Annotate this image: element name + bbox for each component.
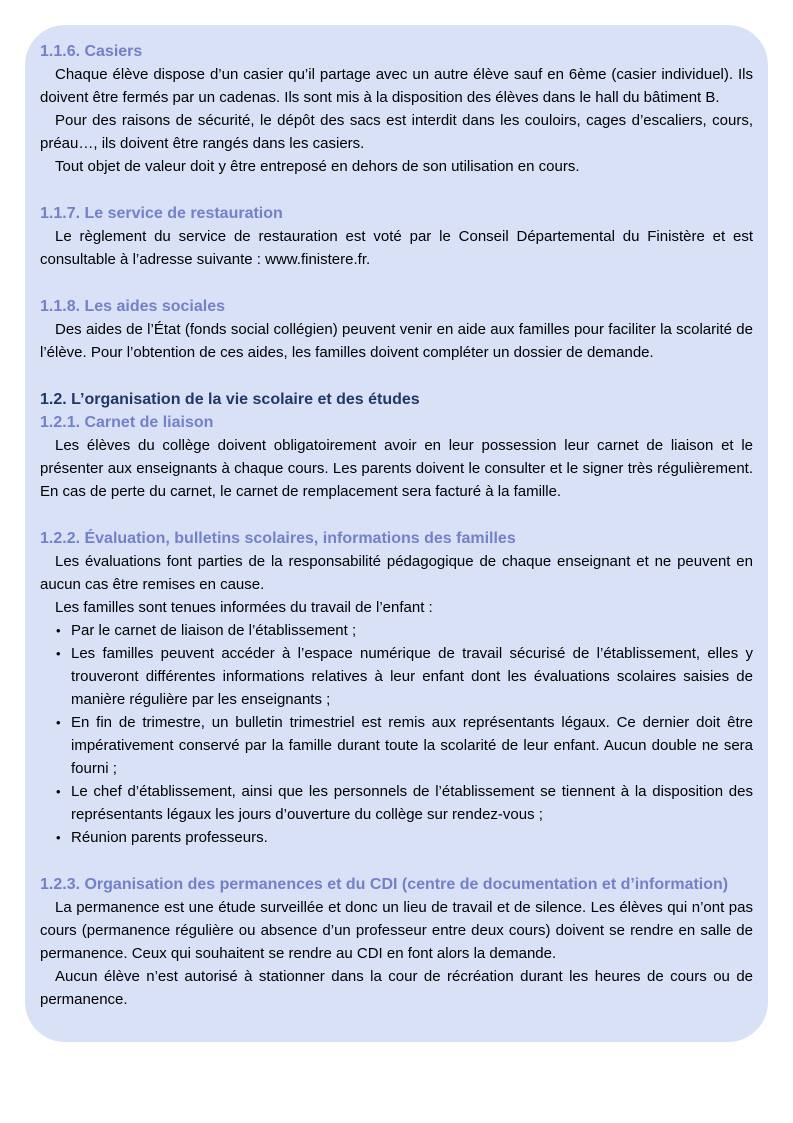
bullet-icon: • — [56, 784, 61, 799]
list-item — [56, 780, 753, 826]
section-heading: 1.2.3. Organisation des permanences et du CDI (centre de documentation et d’information) — [40, 876, 729, 893]
section-heading: 1.2.1. Carnet de liaison — [40, 414, 214, 431]
section-heading: 1.2. L’organisation de la vie scolaire et des études — [40, 391, 420, 408]
bullet-icon: • — [56, 715, 61, 730]
list-item-text: Le chef d’établissement, ainsi que les personnels de l’établissement se tiennent à la disposition des représentants légaux les jours d’ouverture du collège sur rendez-vous ; — [71, 783, 753, 823]
paragraph: Le règlement du service de restauration est voté par le Conseil Départemental du Finistère et est consultable à l’adresse suivante : www.finistere.fr. — [40, 228, 753, 268]
section — [40, 411, 753, 503]
list-item-text: Réunion parents professeurs. — [71, 829, 268, 846]
section — [40, 40, 753, 178]
bullet-list — [40, 619, 753, 849]
section — [40, 527, 753, 849]
bullet-icon: • — [56, 646, 61, 661]
paragraph: Aucun élève n’est autorisé à stationner dans la cour de récréation durant les heures de cours ou de permanence. — [40, 968, 753, 1008]
paragraph: Pour des raisons de sécurité, le dépôt des sacs est interdit dans les couloirs, cages d’escaliers, cours, préau…, ils doivent être rangés dans les casiers. — [40, 112, 753, 152]
bullet-icon: • — [56, 830, 61, 845]
section-heading: 1.1.7. Le service de restauration — [40, 205, 283, 222]
paragraph: Les familles sont tenues informées du travail de l’enfant : — [55, 599, 433, 616]
section — [40, 295, 753, 364]
list-item — [56, 619, 753, 642]
paragraph: Tout objet de valeur doit y être entreposé en dehors de son utilisation en cours. — [55, 158, 580, 175]
list-item-text: Par le carnet de liaison de l’établissement ; — [71, 622, 357, 639]
section — [40, 388, 753, 411]
section-heading: 1.1.8. Les aides sociales — [40, 298, 226, 315]
section — [40, 873, 753, 1011]
list-item — [56, 711, 753, 780]
list-item — [56, 642, 753, 711]
paragraph: La permanence est une étude surveillée et donc un lieu de travail et de silence. Les élèves qui n’ont pas cours (permanence régulière ou absence d’un professeur entre deux cours) doivent se rendre en salle de permanence. Ceux qui souhaitent se rendre au CDI en font alors la demande. — [40, 899, 753, 962]
paragraph: Des aides de l’État (fonds social collégien) peuvent venir en aide aux familles pour faciliter la scolarité de l’élève. Pour l’obtention de ces aides, les familles doivent compléter un dossier de demande. — [40, 321, 753, 361]
section-heading: 1.1.6. Casiers — [40, 43, 143, 60]
paragraph: Chaque élève dispose d’un casier qu’il partage avec un autre élève sauf en 6ème (casier individuel). Ils doivent être fermés par un cadenas. Ils sont mis à la disposition des élèves dans le hall du bâtiment B. — [40, 66, 753, 106]
bullet-icon: • — [56, 623, 61, 638]
section-heading: 1.2.2. Évaluation, bulletins scolaires, informations des familles — [40, 530, 516, 547]
section — [40, 202, 753, 271]
list-item — [56, 826, 753, 849]
paragraph: Les évaluations font parties de la responsabilité pédagogique de chaque enseignant et ne peuvent en aucun cas être remises en cause. — [40, 553, 753, 593]
sections-container — [40, 40, 753, 1011]
list-item-text: Les familles peuvent accéder à l’espace numérique de travail sécurisé de l’établissement, elles y trouveront différentes informations relatives à leur enfant dont les évaluations scolaires saisies de manière régulière par les enseignants ; — [71, 645, 753, 708]
paragraph: Les élèves du collège doivent obligatoirement avoir en leur possession leur carnet de liaison et le présenter aux enseignants à chaque cours. Les parents doivent le consulter et le signer très régulièrement. En cas de perte du carnet, le carnet de remplacement sera facturé à la famille. — [40, 437, 753, 500]
list-item-text: En fin de trimestre, un bulletin trimestriel est remis aux représentants légaux. Ce dernier doit être impérativement conservé par la famille durant toute la scolarité de leur enfant. Aucun double ne sera fourni ; — [71, 714, 753, 777]
content-panel — [25, 25, 768, 1042]
